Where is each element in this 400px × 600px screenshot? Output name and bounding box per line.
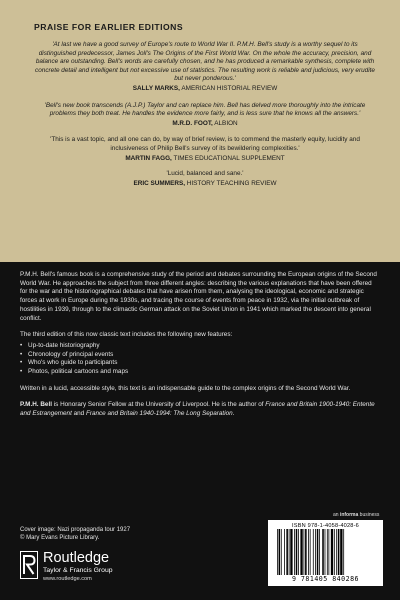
barcode-bar xyxy=(308,529,309,575)
feature-text: Who's who guide to participants xyxy=(28,359,118,367)
feature-list xyxy=(20,342,380,377)
feature-item xyxy=(20,359,380,368)
cover-credit xyxy=(20,526,130,542)
barcode-bar xyxy=(338,529,340,575)
informa-prefix: an xyxy=(333,512,340,518)
review-quote xyxy=(34,41,376,94)
barcode-bar xyxy=(300,529,302,575)
publisher-name: Routledge xyxy=(43,550,110,566)
barcode-bar xyxy=(340,529,342,575)
feature-item xyxy=(20,351,380,360)
book-title: France and Britain 1940-1994: The Long Separation xyxy=(85,410,233,418)
barcode-bar xyxy=(286,529,288,575)
barcode-bar xyxy=(284,529,285,575)
barcode-bar xyxy=(296,529,298,575)
bullet-icon: • xyxy=(20,359,23,367)
isbn-label: ISBN 978-1-4058-4028-6 xyxy=(292,523,359,529)
reviewer-name: M.R.D. FOOT, xyxy=(172,119,213,127)
author-bio-text: . xyxy=(232,410,235,418)
publisher-url: www.routledge.com xyxy=(43,576,92,582)
barcode-bar xyxy=(313,529,314,575)
reviewer-name: SALLY MARKS, xyxy=(132,84,180,92)
barcode-bar xyxy=(336,529,337,575)
summary-paragraph: Written in a lucid, accessible style, this text is an indispensable guide to the complex origins of the Second World War. xyxy=(20,384,351,392)
cover-credit-line: © Mary Evans Picture Library. xyxy=(20,535,100,542)
barcode-bar xyxy=(289,529,290,575)
author-bio xyxy=(20,401,380,418)
barcode-bar xyxy=(331,529,333,575)
review-quote xyxy=(34,170,376,188)
quote-attribution xyxy=(34,180,376,189)
cover-credit-line: Cover image: Nazi propaganda tour 1927 xyxy=(20,527,131,533)
quote-text: 'Bell's new book transcends (A.J.P.) Taylor and can replace him. Bell has delved more thoroughly into the intricate problems they both treat. He handles the evidence more fairly, and is less sure that he knows all the answers.' xyxy=(44,101,366,118)
bullet-icon: • xyxy=(20,341,23,349)
informa-tagline xyxy=(333,512,379,518)
reviewer-name: ERIC SUMMERS, xyxy=(133,179,185,187)
feature-text: Chronology of principal events xyxy=(28,350,114,358)
praise-heading: PRAISE FOR EARLIER EDITIONS xyxy=(34,22,184,32)
barcode-bar xyxy=(322,529,324,575)
quote-attribution xyxy=(34,120,376,129)
praise-panel xyxy=(0,0,400,262)
informa-brand: informa xyxy=(339,512,359,518)
barcode-bar xyxy=(304,529,305,575)
quote-text: 'At last we have a good survey of Europe's route to World War II. P.M.H. Bell's study is a worthy sequel to its distinguished predecessor, James Joll's The Origins of the First World War. On the whole the accuracy, precision, and balance are outstanding. Bell's words are carefully chosen, and he has produced a remarkable synthesis, complete with concrete detail and intelligent but not excessive use of statistics. The resulting work is reliable and judicious, very erudite but never ponderous.' xyxy=(35,41,375,83)
quote-attribution xyxy=(34,85,376,94)
review-quote xyxy=(34,136,376,163)
features-intro: The third edition of this now classic text includes the following new features: xyxy=(20,331,233,339)
feature-item xyxy=(20,342,380,351)
quote-text: 'Lucid, balanced and sane.' xyxy=(166,170,244,178)
barcode xyxy=(268,520,383,586)
informa-suffix: business xyxy=(358,512,380,518)
author-name: P.M.H. Bell xyxy=(20,401,52,409)
review-source: TIMES EDUCATIONAL SUPPLEMENT xyxy=(173,154,285,162)
barcode-bar xyxy=(327,529,328,575)
author-bio-text: and xyxy=(71,410,86,418)
review-source: HISTORY TEACHING REVIEW xyxy=(186,179,277,187)
routledge-logo-icon xyxy=(20,551,38,579)
barcode-bars-icon xyxy=(273,529,378,575)
barcode-bar xyxy=(294,529,295,575)
feature-text: Up-to-date historiography xyxy=(28,341,100,349)
review-quote xyxy=(34,102,376,129)
reviewer-name: MARTIN FAGG, xyxy=(125,154,172,162)
barcode-bar xyxy=(328,529,329,575)
author-bio-text: is Honorary Senior Fellow at the University of Liverpool. He is the author of xyxy=(51,401,266,409)
barcode-bar xyxy=(290,529,292,575)
barcode-digits: 9 781405 840286 xyxy=(291,575,360,583)
barcode-bar xyxy=(298,529,299,575)
barcode-bar xyxy=(317,529,319,575)
review-source: AMERICAN HISTORIAL REVIEW xyxy=(181,84,278,92)
quote-text: 'This is a vast topic, and all one can do, by way of brief review, is to commend the masterly equity, lucidity and inclusiveness of Philip Bell's survey of its bewildering complexities.' xyxy=(50,136,360,152)
bullet-icon: • xyxy=(20,350,23,358)
bullet-icon: • xyxy=(20,368,23,376)
feature-text: Photos, political cartoons and maps xyxy=(28,368,129,376)
feature-item xyxy=(20,368,380,377)
barcode-bar xyxy=(325,529,326,575)
barcode-bar xyxy=(343,529,344,575)
barcode-bar xyxy=(305,529,307,575)
review-source: ALBION xyxy=(214,119,238,127)
barcode-bar xyxy=(310,529,311,575)
barcode-bar xyxy=(334,529,335,575)
book-title: France and Britain 1900-1940: Entente and Estrangement xyxy=(20,401,375,418)
publisher-group: Taylor & Francis Group xyxy=(43,567,113,574)
barcode-bar xyxy=(279,529,281,575)
publisher-block xyxy=(20,551,113,583)
barcode-bar xyxy=(281,529,282,575)
quote-attribution xyxy=(34,155,376,164)
barcode-bar xyxy=(315,529,316,575)
barcode-bar xyxy=(277,529,278,575)
barcode-bar xyxy=(319,529,320,575)
description-paragraph: P.M.H. Bell's famous book is a comprehensive study of the period and debates surrounding the European origins of the Second World War. He approaches the subject from three different angles: describing the various explanations that have been offered for the war and the historiographical debates that have arisen from them, analysing the ideological, economic and strategic forces at work in Europe during the 1930s, and tracing the course of events from peace in 1932, via the initial outbreak of hostilities in 1939, through to the climactic German attack on the Soviet Union in 1941 which marked the descent into general conflict. xyxy=(20,271,377,322)
